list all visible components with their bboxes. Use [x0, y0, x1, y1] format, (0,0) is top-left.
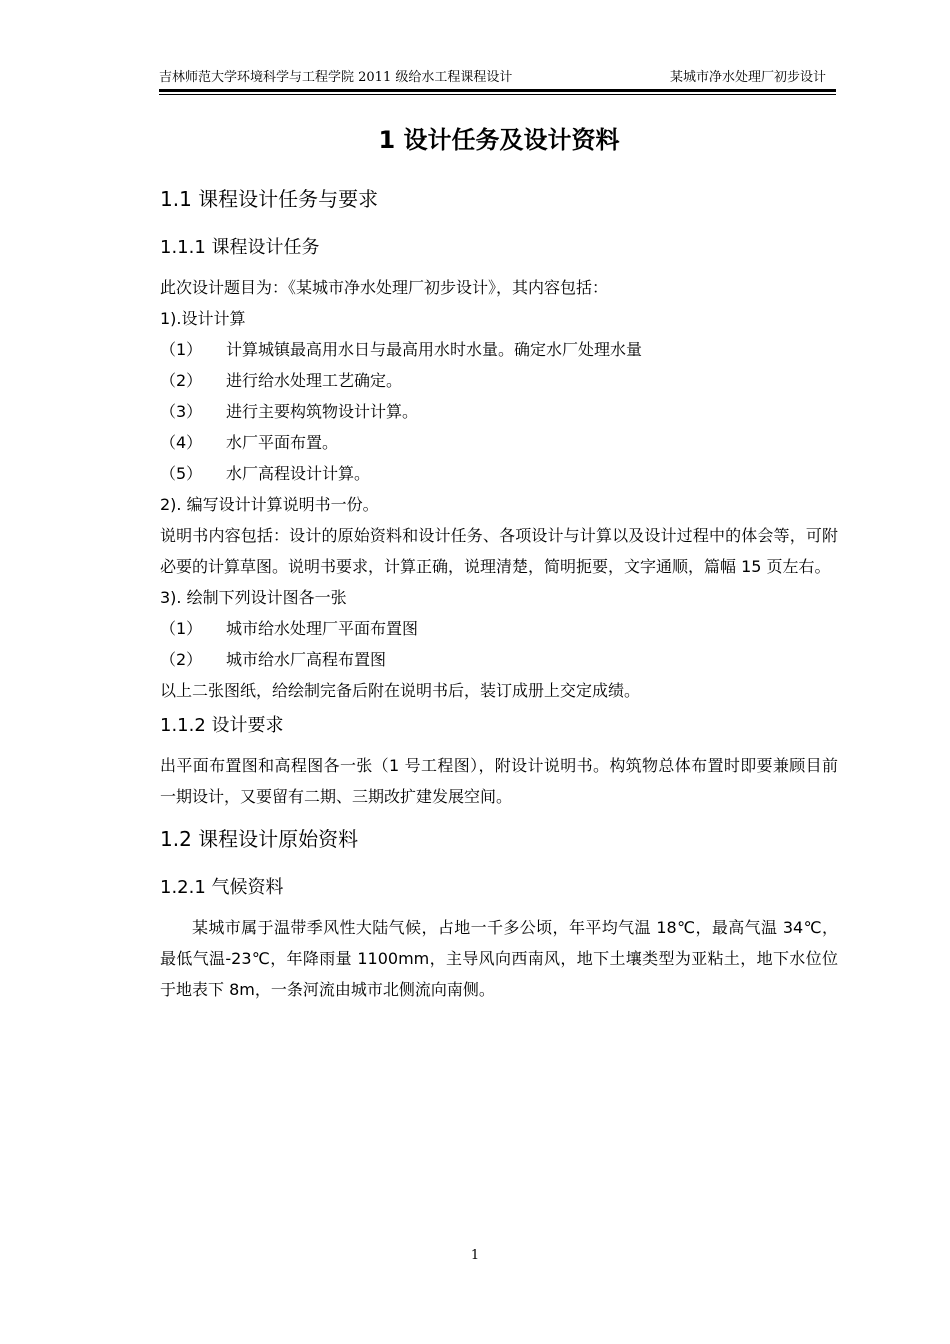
header-right-text: 某城市净水处理厂初步设计 [669, 70, 826, 85]
section-heading-1-2-1: 1.2.1 气候资料 [160, 877, 284, 898]
list-item-text: 城市给水处理厂平面布置图 [226, 619, 419, 638]
list-item-number: （5） [160, 464, 203, 483]
page-content [160, 118, 838, 1005]
chapter-title: 1 设计任务及设计资料 [378, 126, 620, 154]
task-part-2: 2). 编写设计计算说明书一份。 [160, 495, 379, 514]
list-item [160, 334, 838, 365]
list-item-text: 城市给水厂高程布置图 [226, 650, 387, 669]
task-part-1: 1).设计计算 [160, 309, 246, 328]
list-item [160, 396, 838, 427]
list-item [160, 613, 838, 644]
list-item-text: 进行主要构筑物设计计算。 [226, 402, 419, 421]
list-item-number: （1） [160, 619, 203, 638]
section-heading-1-1-2: 1.1.2 设计要求 [160, 715, 284, 736]
climate-body: 某城市属于温带季风性大陆气候，占地一千多公顷，年平均气温 18℃，最高气温 34℃，最低气温-23℃，年降雨量 1100mm，主导风向西南风，地下土壤类型为亚粘土，地下水位位于地表下 8m，一条河流由城市北侧流向南侧。 [160, 918, 838, 999]
list-item-text: 水厂平面布置。 [226, 433, 339, 452]
list-item-number: （2） [160, 650, 203, 669]
page-number: 1 [470, 1248, 480, 1263]
list-item-number: （4） [160, 433, 203, 452]
list-item [160, 644, 838, 675]
section-heading-1-1: 1.1 课程设计任务与要求 [160, 187, 379, 211]
task-part-3: 3). 绘制下列设计图各一张 [160, 588, 347, 607]
list-item-text: 水厂高程设计计算。 [226, 464, 371, 483]
task-closing: 以上二张图纸，给绘制完备后附在说明书后，装订成册上交定成绩。 [160, 681, 641, 700]
task-intro: 此次设计题目为：《某城市净水处理厂初步设计》，其内容包括： [160, 278, 609, 297]
header-rule-thin [159, 94, 836, 95]
header-left-text: 吉林师范大学环境科学与工程学院 2011 级给水工程课程设计 [159, 70, 513, 85]
list-item [160, 427, 838, 458]
header-rule-thick [159, 89, 836, 92]
list-item-number: （2） [160, 371, 203, 390]
list-item-text: 进行给水处理工艺确定。 [226, 371, 403, 390]
list-item-number: （3） [160, 402, 203, 421]
section-heading-1-1-1: 1.1.1 课程设计任务 [160, 237, 320, 258]
list-item [160, 365, 838, 396]
list-item-number: （1） [160, 340, 203, 359]
report-description: 说明书内容包括：设计的原始资料和设计任务、各项设计与计算以及设计过程中的体会等，可附必要的计算草图。说明书要求，计算正确，说理清楚，简明扼要，文字通顺，篇幅 15 页左右。 [160, 526, 838, 576]
section-heading-1-2: 1.2 课程设计原始资料 [160, 827, 359, 851]
list-item [160, 458, 838, 489]
list-item-text: 计算城镇最高用水日与最高用水时水量。确定水厂处理水量 [226, 340, 643, 359]
requirements-body: 出平面布置图和高程图各一张（1 号工程图），附设计说明书。构筑物总体布置时即要兼顾目前一期设计，又要留有二期、三期改扩建发展空间。 [160, 756, 838, 806]
